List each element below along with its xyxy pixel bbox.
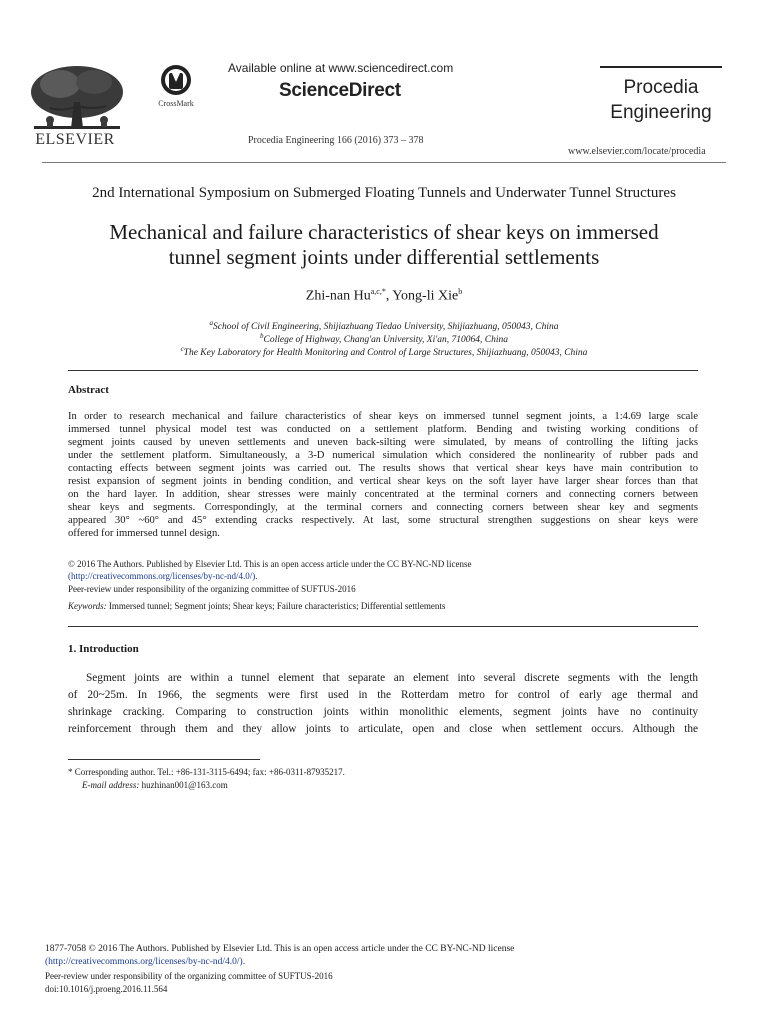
- abstract-copyright: © 2016 The Authors. Published by Elsevier Ltd. This is an open access article under the CC BY-NC-ND license: [68, 559, 472, 569]
- abstract-peer-review: Peer-review under responsibility of the organizing committee of SUFTUS-2016: [68, 584, 356, 594]
- doi[interactable]: doi:10.1016/j.proeng.2016.11.564: [45, 984, 168, 994]
- abstract-line: under the settlement platform. Simultaneously, a 3-D numerical simulation which considered the nonlinearity of rubber pads and: [68, 450, 698, 461]
- available-online-text: Available online at www.sciencedirect.com: [228, 61, 454, 75]
- author-list: [0, 287, 768, 305]
- corresponding-author-note: * Corresponding author. Tel.: +86-131-3115-6494; fax: +86-0311-87935217.: [68, 767, 345, 777]
- abstract-line: immersed tunnel physical model test was conducted on a settlement platform. Bending and twisting working conditions of: [68, 424, 698, 435]
- abstract-line: offered for immersed tunnel design.: [68, 528, 220, 539]
- abstract-bottom-rule: [68, 626, 698, 627]
- affiliation-text: The Key Laboratory for Health Monitoring and Control of Large Structures, Shijiazhuang, 050043, China: [183, 348, 588, 359]
- affiliation: [0, 319, 768, 332]
- journal-name-line2: Engineering: [610, 102, 712, 123]
- introduction-line: reinforcement through them and they allow joints to articulate, open and close when settlement occurs. Although the: [68, 723, 698, 735]
- journal-reference: Procedia Engineering 166 (2016) 373 – 378: [248, 135, 424, 146]
- author-name: Yong-li Xie: [392, 288, 459, 304]
- abstract-line: segment joints caused by uneven settlements and uneven back-silting were simulated, by means of controlling the lifting jacks: [68, 437, 698, 448]
- email-address[interactable]: huzhinan001@163.com: [141, 780, 228, 790]
- affiliation-text: School of Civil Engineering, Shijiazhuang Tiedao University, Shijiazhuang, 050043, China: [213, 322, 559, 333]
- keywords: [68, 601, 445, 612]
- symposium-name: 2nd International Symposium on Submerged Floating Tunnels and Underwater Tunnel Structures: [92, 185, 676, 201]
- affiliation: [0, 345, 768, 358]
- abstract-line: on the hard layer. In addition, shear stresses were mainly concentrated at the terminal corners and connecting corners between: [68, 489, 698, 500]
- affiliation-text: College of Highway, Chang'an University, Xi'an, 710064, China: [263, 335, 508, 346]
- abstract-line: contacting effects between segment joints was carried out. The results shows that vertical shear keys have main contribution to: [68, 463, 698, 474]
- abstract-line: appeared 30° ~60° and 45° extending cracks respectively. At last, some structural strengthen suggestions on shear keys were: [68, 515, 698, 526]
- paper-title-line1: Mechanical and failure characteristics of shear keys on immersed: [109, 220, 659, 244]
- introduction-line: shrinkage cracking. Comparing to construction joints within monolithic elements, segment joints have no continuity: [68, 706, 698, 718]
- abstract-license-link[interactable]: (http://creativecommons.org/licenses/by-nc-nd/4.0/).: [68, 571, 258, 581]
- abstract-heading: Abstract: [68, 384, 109, 396]
- keywords-text: Immersed tunnel; Segment joints; Shear keys; Failure characteristics; Differential settlements: [108, 601, 446, 611]
- issn: 1877-7058: [45, 944, 87, 954]
- elsevier-wordmark: ELSEVIER: [35, 131, 115, 148]
- keywords-label: Keywords:: [68, 601, 107, 611]
- abstract-line: resist expansion of segment joints in bending condition, and vertical shear keys on the soft layer have larger shear forces than that: [68, 476, 698, 487]
- crossmark-label: CrossMark: [158, 99, 194, 108]
- sciencedirect-logo[interactable]: ScienceDirect: [279, 80, 401, 101]
- bottom-peer-review: Peer-review under responsibility of the organizing committee of SUFTUS-2016: [45, 971, 333, 981]
- affiliation: [0, 332, 768, 345]
- email-label: E-mail address:: [82, 780, 140, 790]
- author-affiliation-marker: b: [458, 287, 463, 296]
- affiliation-marker: c: [180, 345, 184, 353]
- introduction-line: of 20~25m. In 1966, the segments were first used in the Rotterdam metro for control of early age thermal and: [68, 689, 698, 701]
- paper-title-line2: tunnel segment joints under differential settlements: [168, 245, 600, 269]
- bottom-license-link[interactable]: (http://creativecommons.org/licenses/by-nc-nd/4.0/).: [45, 957, 246, 967]
- bottom-copyright: [45, 943, 514, 955]
- affiliation-marker: a: [209, 319, 214, 327]
- header-divider: [42, 162, 726, 163]
- abstract-top-rule: [68, 370, 698, 371]
- author-affiliation-marker: a,c,*: [370, 287, 386, 296]
- introduction-line: Segment joints are within a tunnel element that separate an element into several discrete segments with the length: [86, 672, 698, 684]
- abstract-line: shear keys and segments. Correspondingly, at the terminal corners and connecting corners between shear key and segments: [68, 502, 698, 513]
- copyright-text: © 2016 The Authors. Published by Elsevier Ltd. This is an open access article under the CC BY-NC-ND license: [88, 944, 515, 954]
- author-name: Zhi-nan Hu: [305, 288, 371, 304]
- affiliation-marker: b: [260, 332, 264, 340]
- journal-url-link[interactable]: www.elsevier.com/locate/procedia: [568, 146, 706, 157]
- email-note: [82, 780, 228, 791]
- footnote-rule: [68, 759, 260, 760]
- journal-name-line1: Procedia: [623, 77, 699, 98]
- author-separator: ,: [385, 288, 393, 304]
- journal-header-rule: [600, 66, 722, 68]
- abstract-line: In order to research mechanical and failure characteristics of shear keys on immersed tunnel segment joints, a 1:4.69 large scale: [68, 411, 698, 422]
- introduction-heading: 1. Introduction: [68, 643, 139, 655]
